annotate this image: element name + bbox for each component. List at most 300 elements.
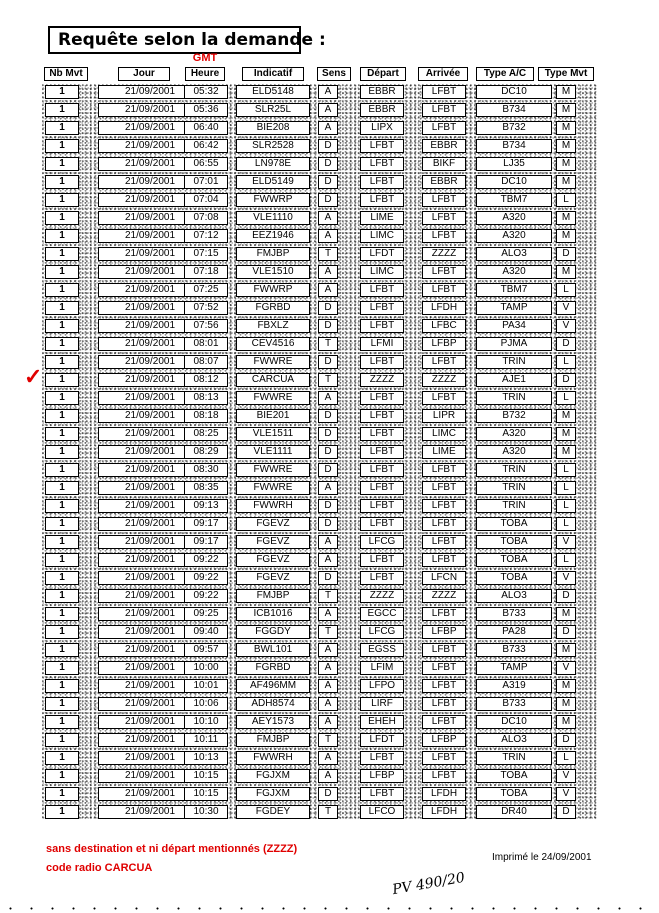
cell-arrivee: LFBT bbox=[422, 715, 466, 729]
cell-indicatif: ELD5149 bbox=[236, 175, 310, 189]
cell-nb-mvt: 1 bbox=[45, 265, 79, 279]
cell-depart: LFBT bbox=[360, 283, 404, 297]
table-row bbox=[42, 228, 597, 246]
cell-jour: 21/09/2001 bbox=[98, 715, 202, 729]
cell-depart: LFBT bbox=[360, 751, 404, 765]
cell-heure: 08:30 bbox=[184, 463, 228, 477]
table-row bbox=[42, 750, 597, 768]
cell-depart: LFBT bbox=[360, 157, 404, 171]
table-row bbox=[42, 624, 597, 642]
cell-type-ac: TOBA bbox=[476, 553, 552, 567]
cell-heure: 08:07 bbox=[184, 355, 228, 369]
cell-type-mvt: M bbox=[556, 409, 576, 423]
cell-nb-mvt: 1 bbox=[45, 121, 79, 135]
cell-sens: T bbox=[318, 337, 338, 351]
cell-nb-mvt: 1 bbox=[45, 625, 79, 639]
cell-heure: 09:57 bbox=[184, 643, 228, 657]
cell-nb-mvt: 1 bbox=[45, 787, 79, 801]
cell-sens: D bbox=[318, 193, 338, 207]
cell-type-mvt: V bbox=[556, 769, 576, 783]
cell-indicatif: BIE201 bbox=[236, 409, 310, 423]
cell-nb-mvt: 1 bbox=[45, 751, 79, 765]
cell-sens: T bbox=[318, 805, 338, 819]
cell-heure: 08:01 bbox=[184, 337, 228, 351]
cell-heure: 07:15 bbox=[184, 247, 228, 261]
cell-sens: A bbox=[318, 85, 338, 99]
cell-indicatif: FBXLZ bbox=[236, 319, 310, 333]
cell-arrivee: LFBP bbox=[422, 625, 466, 639]
cell-jour: 21/09/2001 bbox=[98, 391, 202, 405]
table-row bbox=[42, 426, 597, 444]
cell-indicatif: ELD5148 bbox=[236, 85, 310, 99]
cell-sens: D bbox=[318, 517, 338, 531]
cell-arrivee: BIKF bbox=[422, 157, 466, 171]
table-row bbox=[42, 732, 597, 750]
cell-jour: 21/09/2001 bbox=[98, 463, 202, 477]
cell-sens: D bbox=[318, 499, 338, 513]
cell-depart: LFBT bbox=[360, 445, 404, 459]
table-row bbox=[42, 138, 597, 156]
cell-type-mvt: M bbox=[556, 427, 576, 441]
table-row bbox=[42, 768, 597, 786]
cell-jour: 21/09/2001 bbox=[98, 301, 202, 315]
cell-sens: A bbox=[318, 553, 338, 567]
cell-type-ac: TAMP bbox=[476, 661, 552, 675]
cell-indicatif: FWWRH bbox=[236, 751, 310, 765]
cell-arrivee: LFBT bbox=[422, 355, 466, 369]
cell-arrivee: LIPR bbox=[422, 409, 466, 423]
cell-jour: 21/09/2001 bbox=[98, 805, 202, 819]
cell-depart: EBBR bbox=[360, 103, 404, 117]
cell-indicatif: FWWRE bbox=[236, 463, 310, 477]
cell-type-ac: DC10 bbox=[476, 175, 552, 189]
cell-heure: 10:10 bbox=[184, 715, 228, 729]
table-row bbox=[42, 606, 597, 624]
table-row bbox=[42, 552, 597, 570]
cell-sens: D bbox=[318, 445, 338, 459]
cell-indicatif: SLR2528 bbox=[236, 139, 310, 153]
table-row bbox=[42, 336, 597, 354]
cell-type-mvt: L bbox=[556, 355, 576, 369]
cell-sens: A bbox=[318, 481, 338, 495]
cell-type-mvt: D bbox=[556, 805, 576, 819]
cell-type-mvt: M bbox=[556, 85, 576, 99]
cell-type-ac: TRIN bbox=[476, 391, 552, 405]
cell-depart: EHEH bbox=[360, 715, 404, 729]
cell-nb-mvt: 1 bbox=[45, 409, 79, 423]
header-arrivee: Arrivée bbox=[418, 67, 468, 81]
cell-indicatif: VLE1111 bbox=[236, 445, 310, 459]
cell-jour: 21/09/2001 bbox=[98, 481, 202, 495]
cell-jour: 21/09/2001 bbox=[98, 571, 202, 585]
cell-depart: LFBT bbox=[360, 409, 404, 423]
cell-type-ac: TRIN bbox=[476, 751, 552, 765]
cell-depart: LFBT bbox=[360, 517, 404, 531]
cell-indicatif: FWWRE bbox=[236, 355, 310, 369]
cell-type-ac: A320 bbox=[476, 265, 552, 279]
cell-sens: T bbox=[318, 247, 338, 261]
cell-type-mvt: V bbox=[556, 535, 576, 549]
gmt-label: GMT bbox=[192, 52, 218, 64]
cell-type-ac: DC10 bbox=[476, 85, 552, 99]
table-row bbox=[42, 498, 597, 516]
cell-type-ac: PA28 bbox=[476, 625, 552, 639]
cell-indicatif: FGRBD bbox=[236, 661, 310, 675]
cell-type-ac: PA34 bbox=[476, 319, 552, 333]
cell-sens: T bbox=[318, 733, 338, 747]
cell-indicatif: FWWRP bbox=[236, 193, 310, 207]
cell-depart: EBBR bbox=[360, 85, 404, 99]
table-row bbox=[42, 174, 597, 192]
cell-sens: A bbox=[318, 679, 338, 693]
cell-sens: D bbox=[318, 175, 338, 189]
table-row bbox=[42, 534, 597, 552]
cell-arrivee: LFBT bbox=[422, 211, 466, 225]
cell-nb-mvt: 1 bbox=[45, 373, 79, 387]
cell-nb-mvt: 1 bbox=[45, 499, 79, 513]
cell-nb-mvt: 1 bbox=[45, 391, 79, 405]
cell-heure: 06:55 bbox=[184, 157, 228, 171]
table-row bbox=[42, 714, 597, 732]
cell-depart: LFCG bbox=[360, 625, 404, 639]
cell-heure: 06:42 bbox=[184, 139, 228, 153]
cell-jour: 21/09/2001 bbox=[98, 409, 202, 423]
table-row bbox=[42, 84, 597, 102]
cell-heure: 09:25 bbox=[184, 607, 228, 621]
cell-nb-mvt: 1 bbox=[45, 517, 79, 531]
cell-sens: D bbox=[318, 463, 338, 477]
cell-depart: LIPX bbox=[360, 121, 404, 135]
cell-jour: 21/09/2001 bbox=[98, 355, 202, 369]
table-row bbox=[42, 390, 597, 408]
cell-depart: LIMC bbox=[360, 229, 404, 243]
cell-sens: A bbox=[318, 265, 338, 279]
cell-sens: A bbox=[318, 103, 338, 117]
cell-type-mvt: L bbox=[556, 517, 576, 531]
cell-depart: LIMC bbox=[360, 265, 404, 279]
cell-type-mvt: D bbox=[556, 337, 576, 351]
header-depart: Départ bbox=[360, 67, 406, 81]
cell-jour: 21/09/2001 bbox=[98, 625, 202, 639]
cell-depart: LFDT bbox=[360, 247, 404, 261]
header-jour: Jour bbox=[118, 67, 170, 81]
cell-heure: 08:13 bbox=[184, 391, 228, 405]
cell-type-mvt: L bbox=[556, 283, 576, 297]
cell-jour: 21/09/2001 bbox=[98, 283, 202, 297]
cell-arrivee: LFCN bbox=[422, 571, 466, 585]
table-row bbox=[42, 444, 597, 462]
cell-nb-mvt: 1 bbox=[45, 283, 79, 297]
cell-arrivee: LFBC bbox=[422, 319, 466, 333]
cell-indicatif: CARCUA bbox=[236, 373, 310, 387]
cell-type-mvt: M bbox=[556, 265, 576, 279]
cell-arrivee: LFBP bbox=[422, 733, 466, 747]
cell-depart: EGCC bbox=[360, 607, 404, 621]
cell-heure: 09:17 bbox=[184, 517, 228, 531]
cell-type-ac: A320 bbox=[476, 211, 552, 225]
cell-nb-mvt: 1 bbox=[45, 103, 79, 117]
cell-sens: D bbox=[318, 301, 338, 315]
cell-nb-mvt: 1 bbox=[45, 445, 79, 459]
header-heure: Heure bbox=[185, 67, 225, 81]
cell-heure: 10:00 bbox=[184, 661, 228, 675]
table-row bbox=[42, 318, 597, 336]
cell-indicatif: FGEVZ bbox=[236, 553, 310, 567]
cell-heure: 10:30 bbox=[184, 805, 228, 819]
cell-jour: 21/09/2001 bbox=[98, 697, 202, 711]
cell-type-ac: AJE1 bbox=[476, 373, 552, 387]
cell-type-ac: B734 bbox=[476, 139, 552, 153]
table-row bbox=[42, 462, 597, 480]
cell-depart: LFBP bbox=[360, 769, 404, 783]
cell-type-mvt: M bbox=[556, 175, 576, 189]
cell-type-mvt: V bbox=[556, 787, 576, 801]
cell-heure: 05:36 bbox=[184, 103, 228, 117]
cell-indicatif: FGEVZ bbox=[236, 571, 310, 585]
header-type-mvt: Type Mvt bbox=[538, 67, 594, 81]
cell-indicatif: AF496MM bbox=[236, 679, 310, 693]
cell-jour: 21/09/2001 bbox=[98, 751, 202, 765]
cell-jour: 21/09/2001 bbox=[98, 679, 202, 693]
cell-jour: 21/09/2001 bbox=[98, 589, 202, 603]
cell-type-mvt: D bbox=[556, 373, 576, 387]
cell-heure: 07:52 bbox=[184, 301, 228, 315]
cell-jour: 21/09/2001 bbox=[98, 373, 202, 387]
cell-heure: 05:32 bbox=[184, 85, 228, 99]
cell-sens: A bbox=[318, 661, 338, 675]
cell-depart: LFMI bbox=[360, 337, 404, 351]
cell-depart: LFPO bbox=[360, 679, 404, 693]
cell-depart: LFCO bbox=[360, 805, 404, 819]
cell-sens: D bbox=[318, 571, 338, 585]
cell-arrivee: LFBT bbox=[422, 679, 466, 693]
table-row bbox=[42, 408, 597, 426]
cell-arrivee: LFBT bbox=[422, 517, 466, 531]
table-row bbox=[42, 588, 597, 606]
cell-indicatif: EEZ1946 bbox=[236, 229, 310, 243]
table-row bbox=[42, 480, 597, 498]
table-row bbox=[42, 696, 597, 714]
cell-indicatif: FWWRE bbox=[236, 481, 310, 495]
cell-type-ac: B733 bbox=[476, 697, 552, 711]
cell-type-ac: TRIN bbox=[476, 355, 552, 369]
cell-type-mvt: V bbox=[556, 571, 576, 585]
cell-type-mvt: M bbox=[556, 445, 576, 459]
cell-depart: LFBT bbox=[360, 355, 404, 369]
note-line-2: code radio CARCUA bbox=[46, 862, 153, 874]
cell-jour: 21/09/2001 bbox=[98, 733, 202, 747]
cell-nb-mvt: 1 bbox=[45, 85, 79, 99]
cell-arrivee: ZZZZ bbox=[422, 247, 466, 261]
cell-heure: 09:13 bbox=[184, 499, 228, 513]
cell-type-mvt: L bbox=[556, 553, 576, 567]
cell-type-ac: PJMA bbox=[476, 337, 552, 351]
table-row bbox=[42, 642, 597, 660]
cell-type-mvt: L bbox=[556, 751, 576, 765]
cell-depart: LFBT bbox=[360, 301, 404, 315]
cell-type-ac: TRIN bbox=[476, 499, 552, 513]
cell-depart: LFCG bbox=[360, 535, 404, 549]
cell-type-mvt: M bbox=[556, 211, 576, 225]
table-row bbox=[42, 570, 597, 588]
cell-jour: 21/09/2001 bbox=[98, 319, 202, 333]
cell-depart: LIME bbox=[360, 211, 404, 225]
cell-indicatif: ADH8574 bbox=[236, 697, 310, 711]
cell-jour: 21/09/2001 bbox=[98, 103, 202, 117]
cell-type-mvt: V bbox=[556, 301, 576, 315]
table-header bbox=[0, 67, 659, 82]
cell-heure: 09:17 bbox=[184, 535, 228, 549]
cell-indicatif: VLE1511 bbox=[236, 427, 310, 441]
cell-type-ac: TRIN bbox=[476, 481, 552, 495]
table-row bbox=[42, 192, 597, 210]
cell-arrivee: EBBR bbox=[422, 175, 466, 189]
table-row bbox=[42, 264, 597, 282]
table-row bbox=[42, 660, 597, 678]
cell-type-ac: A320 bbox=[476, 445, 552, 459]
cell-type-ac: B732 bbox=[476, 121, 552, 135]
cell-type-ac: DC10 bbox=[476, 715, 552, 729]
header-sens: Sens bbox=[317, 67, 351, 81]
cell-arrivee: LFDH bbox=[422, 805, 466, 819]
cell-sens: A bbox=[318, 751, 338, 765]
cell-type-ac: B733 bbox=[476, 643, 552, 657]
cell-depart: LFBT bbox=[360, 463, 404, 477]
cell-type-mvt: M bbox=[556, 679, 576, 693]
page-title: Requête selon la demande : bbox=[48, 26, 301, 54]
cell-type-ac: TOBA bbox=[476, 769, 552, 783]
cell-heure: 07:18 bbox=[184, 265, 228, 279]
cell-heure: 09:40 bbox=[184, 625, 228, 639]
cell-nb-mvt: 1 bbox=[45, 715, 79, 729]
movement-table bbox=[42, 84, 597, 820]
cell-type-ac: A320 bbox=[476, 229, 552, 243]
cell-type-mvt: M bbox=[556, 697, 576, 711]
cell-type-ac: ALO3 bbox=[476, 589, 552, 603]
cell-sens: T bbox=[318, 373, 338, 387]
cell-sens: T bbox=[318, 589, 338, 603]
cell-arrivee: LFBT bbox=[422, 85, 466, 99]
cell-indicatif: VLE1110 bbox=[236, 211, 310, 225]
cell-heure: 08:18 bbox=[184, 409, 228, 423]
cell-type-mvt: D bbox=[556, 247, 576, 261]
cell-heure: 08:12 bbox=[184, 373, 228, 387]
cell-type-mvt: M bbox=[556, 157, 576, 171]
cell-nb-mvt: 1 bbox=[45, 247, 79, 261]
cell-arrivee: LIMC bbox=[422, 427, 466, 441]
cell-heure: 07:56 bbox=[184, 319, 228, 333]
cell-depart: LFDT bbox=[360, 733, 404, 747]
cell-type-ac: ALO3 bbox=[476, 247, 552, 261]
cell-type-mvt: L bbox=[556, 481, 576, 495]
cell-sens: D bbox=[318, 427, 338, 441]
cell-indicatif: FWWRH bbox=[236, 499, 310, 513]
table-row bbox=[42, 678, 597, 696]
cell-sens: T bbox=[318, 625, 338, 639]
cell-type-ac: TBM7 bbox=[476, 283, 552, 297]
cell-type-ac: TAMP bbox=[476, 301, 552, 315]
table-row bbox=[42, 282, 597, 300]
cell-sens: A bbox=[318, 643, 338, 657]
cell-type-mvt: V bbox=[556, 661, 576, 675]
table-row bbox=[42, 120, 597, 138]
cell-heure: 07:25 bbox=[184, 283, 228, 297]
cell-arrivee: LFBT bbox=[422, 697, 466, 711]
cell-heure: 07:04 bbox=[184, 193, 228, 207]
cell-depart: ZZZZ bbox=[360, 589, 404, 603]
cell-jour: 21/09/2001 bbox=[98, 139, 202, 153]
cell-sens: A bbox=[318, 283, 338, 297]
cell-arrivee: LFBT bbox=[422, 229, 466, 243]
cell-jour: 21/09/2001 bbox=[98, 265, 202, 279]
cell-depart: LFBT bbox=[360, 499, 404, 513]
cell-indicatif: AEY1573 bbox=[236, 715, 310, 729]
cell-type-mvt: M bbox=[556, 715, 576, 729]
table-row bbox=[42, 246, 597, 264]
cell-type-mvt: M bbox=[556, 103, 576, 117]
cell-jour: 21/09/2001 bbox=[98, 121, 202, 135]
cell-nb-mvt: 1 bbox=[45, 733, 79, 747]
table-row bbox=[42, 102, 597, 120]
cell-type-mvt: D bbox=[556, 589, 576, 603]
cell-arrivee: LFBT bbox=[422, 535, 466, 549]
cell-type-ac: TOBA bbox=[476, 535, 552, 549]
cell-sens: A bbox=[318, 535, 338, 549]
cell-depart: LFBT bbox=[360, 481, 404, 495]
cell-indicatif: FWWRP bbox=[236, 283, 310, 297]
table-row bbox=[42, 516, 597, 534]
header-nb-mvt: Nb Mvt bbox=[44, 67, 88, 81]
cell-nb-mvt: 1 bbox=[45, 679, 79, 693]
cell-arrivee: LFBP bbox=[422, 337, 466, 351]
handwritten-reference: PV 490/20 bbox=[391, 869, 467, 899]
note-line-1: sans destination et ni départ mentionnés (ZZZZ) bbox=[46, 843, 298, 855]
cell-type-ac: TRIN bbox=[476, 463, 552, 477]
cell-type-mvt: M bbox=[556, 139, 576, 153]
cell-indicatif: ICB1016 bbox=[236, 607, 310, 621]
cell-indicatif: FGEVZ bbox=[236, 517, 310, 531]
table-row bbox=[42, 156, 597, 174]
perforation-dots bbox=[0, 907, 659, 910]
cell-jour: 21/09/2001 bbox=[98, 211, 202, 225]
cell-nb-mvt: 1 bbox=[45, 463, 79, 477]
cell-indicatif: FGJXM bbox=[236, 787, 310, 801]
red-check-mark-icon: ✓ bbox=[24, 364, 43, 389]
cell-type-ac: TOBA bbox=[476, 787, 552, 801]
cell-depart: LFBT bbox=[360, 139, 404, 153]
cell-type-mvt: V bbox=[556, 319, 576, 333]
cell-type-ac: A319 bbox=[476, 679, 552, 693]
cell-nb-mvt: 1 bbox=[45, 607, 79, 621]
cell-nb-mvt: 1 bbox=[45, 589, 79, 603]
cell-heure: 08:35 bbox=[184, 481, 228, 495]
cell-arrivee: LIME bbox=[422, 445, 466, 459]
cell-depart: LFBT bbox=[360, 319, 404, 333]
cell-type-mvt: M bbox=[556, 643, 576, 657]
cell-nb-mvt: 1 bbox=[45, 229, 79, 243]
cell-depart: LFBT bbox=[360, 571, 404, 585]
cell-depart: LFIM bbox=[360, 661, 404, 675]
cell-jour: 21/09/2001 bbox=[98, 661, 202, 675]
cell-nb-mvt: 1 bbox=[45, 337, 79, 351]
cell-type-mvt: L bbox=[556, 193, 576, 207]
cell-type-mvt: L bbox=[556, 391, 576, 405]
cell-sens: D bbox=[318, 139, 338, 153]
cell-sens: A bbox=[318, 211, 338, 225]
cell-depart: LFBT bbox=[360, 787, 404, 801]
cell-nb-mvt: 1 bbox=[45, 175, 79, 189]
cell-jour: 21/09/2001 bbox=[98, 247, 202, 261]
